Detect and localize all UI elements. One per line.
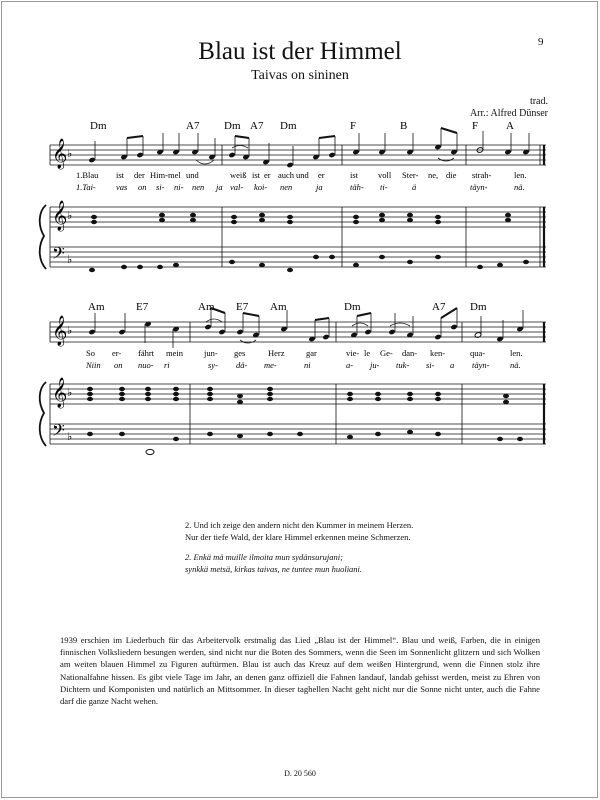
lyric-syllable: ne, bbox=[428, 170, 439, 180]
lyric-syllable: Herz bbox=[268, 348, 285, 358]
chords-row-2 bbox=[88, 301, 487, 313]
lyric-syllable: der bbox=[134, 170, 145, 180]
barlines bbox=[50, 145, 540, 267]
verse-2-de-line-2: Nur der tiefe Wald, der klare Himmel erkennen meine Schmerzen. bbox=[185, 531, 411, 542]
piano-chords bbox=[87, 387, 509, 404]
key-flat-icon: ♭ bbox=[67, 210, 73, 222]
chord-symbol: Dm bbox=[470, 301, 487, 313]
lyric-syllable: weiß bbox=[230, 170, 247, 180]
key-flat-icon: ♭ bbox=[67, 254, 73, 266]
piano-brace bbox=[40, 205, 46, 269]
lyric-syllable: mel bbox=[168, 170, 181, 180]
lyric-syllable: Ster- bbox=[402, 170, 419, 180]
verse-2-fi-line-1: 2. Enkä mä muille ilmoita mun sydänsurujani; bbox=[185, 552, 343, 562]
lyric-syllable: ni- bbox=[174, 182, 184, 192]
chord-symbol: Dm bbox=[280, 120, 297, 132]
lyrics-de-row-1 bbox=[76, 170, 527, 180]
lyric-syllable: si- bbox=[426, 360, 435, 370]
lyric-syllable: ges bbox=[234, 348, 246, 358]
lyric-syllable: tuk- bbox=[396, 360, 410, 370]
treble-clef-icon: 𝄞 bbox=[52, 378, 68, 408]
lyric-syllable: und bbox=[186, 170, 199, 180]
lyric-syllable: vas bbox=[116, 182, 128, 192]
bass-clef-icon: 𝄢 bbox=[52, 243, 65, 267]
lyric-syllable: nen bbox=[280, 182, 293, 192]
lyric-syllable: qua- bbox=[470, 348, 486, 358]
chord-symbol: A bbox=[506, 120, 514, 132]
lyric-syllable: er bbox=[318, 170, 325, 180]
staff-lines bbox=[50, 145, 546, 267]
lyric-syllable: le bbox=[364, 348, 371, 358]
lyric-syllable: me- bbox=[264, 360, 277, 370]
lyric-syllable: nen bbox=[192, 182, 205, 192]
chord-symbol: Am bbox=[198, 301, 215, 313]
treble-clef-icon: 𝄞 bbox=[52, 316, 68, 346]
slurs bbox=[206, 319, 410, 343]
page-subtitle: Taivas on sininen bbox=[251, 68, 349, 83]
lyric-syllable: ist bbox=[116, 170, 125, 180]
credit-arranger: Arr.: Alfred Dünser bbox=[469, 108, 548, 119]
lyric-syllable: jun- bbox=[204, 348, 218, 358]
lyric-syllable: ist bbox=[350, 170, 359, 180]
lyric-syllable: dan- bbox=[402, 348, 418, 358]
chord-symbol: B bbox=[400, 120, 408, 132]
background-notes: 1939 erschien im Liederbuch für das Arbeitervolk erstmalig das Lied „Blau ist der Himmel“. Blau und weiß, Farben, die in einigen finnischen Volksliedern besungen werden, sind nicht nur die Boten des Sommers, wenn die Seen im Sonnenlicht glitzern und sich Wolken am weiten blauen Himmel zu Figuren auftürmen. Blau ist auch das Kreuz auf dem weißen Hintergrund, wenn die Finnen stolz ihre Nationalfahne hissen. Es gibt viele Tage im Jahr, an denen ganz offiziell die Fahnen landauf, landab gehisst werden, meist zu Ehren von Dichtern und Komponisten und natürlich an Mittsommer. In dieser taghellen Nacht geht nicht nur die Sonne nicht unter, auch die Fahne darf die ganze Nacht wehen. bbox=[60, 635, 540, 707]
chord-symbol: E7 bbox=[136, 301, 149, 313]
lyric-syllable: ti- bbox=[380, 182, 388, 192]
melody-notes bbox=[88, 321, 523, 342]
note-stems bbox=[95, 128, 529, 165]
catalog-number: D. 20 560 bbox=[284, 769, 316, 778]
key-flat-icon: ♭ bbox=[67, 148, 73, 160]
lyrics-fi-row-2 bbox=[85, 360, 521, 370]
whole-note bbox=[146, 449, 154, 454]
lyric-syllable: ken- bbox=[430, 348, 446, 358]
lyric-syllable: val- bbox=[230, 182, 244, 192]
lyrics-fi-row-1 bbox=[76, 182, 525, 192]
chord-symbol: Dm bbox=[224, 120, 241, 132]
lyric-syllable: nä. bbox=[514, 182, 525, 192]
verse-2-de-line-1: 2. Und ich zeige den andern nicht den Kummer in meinem Herzen. bbox=[185, 520, 414, 530]
bass-notes bbox=[89, 255, 529, 272]
lyric-syllable: die bbox=[446, 170, 457, 180]
credit-trad: trad. bbox=[529, 96, 548, 107]
chord-symbol: A7 bbox=[432, 301, 446, 313]
chord-symbol: F bbox=[472, 120, 479, 132]
lyric-syllable: ju- bbox=[370, 360, 380, 370]
lyric-syllable: täh- bbox=[350, 182, 364, 192]
lyric-syllable: Him- bbox=[150, 170, 168, 180]
lyric-syllable: a bbox=[450, 360, 455, 370]
chord-symbol: A7 bbox=[250, 120, 264, 132]
treble-clef-icon: 𝄞 bbox=[52, 201, 68, 231]
lyric-syllable: er bbox=[264, 170, 271, 180]
chord-symbol: Dm bbox=[90, 120, 107, 132]
key-flat-icon: ♭ bbox=[67, 431, 73, 443]
lyric-syllable: Niin bbox=[86, 360, 101, 370]
score-system-1 bbox=[40, 128, 546, 272]
lyric-syllable: täyn- bbox=[472, 360, 490, 370]
lyric-syllable: koi- bbox=[254, 182, 268, 192]
lyric-syllable: auch bbox=[278, 170, 295, 180]
lyric-syllable: und bbox=[296, 170, 309, 180]
lyric-syllable: on bbox=[114, 360, 123, 370]
piano-chords bbox=[91, 213, 511, 224]
lyric-syllable: len. bbox=[514, 170, 527, 180]
chord-symbol: Am bbox=[270, 301, 287, 313]
score-system-2 bbox=[40, 308, 546, 455]
chord-symbol: Dm bbox=[344, 301, 361, 313]
lyric-syllable: Ge- bbox=[380, 348, 393, 358]
chord-symbol: F bbox=[350, 120, 357, 132]
lyric-syllable: ni bbox=[304, 360, 311, 370]
piano-brace bbox=[40, 382, 46, 446]
lyric-syllable: fährt bbox=[138, 348, 155, 358]
lyrics-de-row-2 bbox=[86, 348, 523, 358]
lyric-syllable: ä bbox=[412, 182, 417, 192]
lyric-syllable: nä. bbox=[510, 360, 521, 370]
lyric-syllable: si- bbox=[156, 182, 165, 192]
chord-symbol: E7 bbox=[236, 301, 249, 313]
lyric-syllable: voll bbox=[378, 170, 392, 180]
verse-2 bbox=[185, 520, 413, 575]
lyric-syllable: ist bbox=[252, 170, 261, 180]
key-flat-icon: ♭ bbox=[67, 387, 73, 399]
lyric-syllable: vie- bbox=[346, 348, 360, 358]
lyric-syllable: 1.Tai- bbox=[76, 182, 96, 192]
lyric-syllable: dä- bbox=[236, 360, 248, 370]
staff-lines bbox=[50, 322, 546, 444]
lyric-syllable: sy- bbox=[208, 360, 218, 370]
verse-2-fi-line-2: synkkä metsä, kirkas taivas, ne tuntee mun huoliani. bbox=[185, 563, 363, 574]
key-flat-icon: ♭ bbox=[67, 325, 73, 337]
page-number: 9 bbox=[538, 36, 544, 48]
lyric-syllable: on bbox=[138, 182, 147, 192]
lyric-syllable: er- bbox=[112, 348, 122, 358]
lyric-syllable: a- bbox=[346, 360, 354, 370]
lyric-syllable: 1.Blau bbox=[76, 170, 99, 180]
lyric-syllable: So bbox=[86, 348, 95, 358]
treble-clef-icon: 𝄞 bbox=[52, 139, 68, 169]
lyric-syllable: ja bbox=[216, 182, 223, 192]
lyric-syllable: ri bbox=[164, 360, 170, 370]
melody-notes bbox=[88, 144, 529, 168]
bass-notes bbox=[87, 430, 523, 441]
lyric-syllable: nuo- bbox=[138, 360, 154, 370]
lyric-syllable: strah- bbox=[472, 170, 492, 180]
bass-clef-icon: 𝄢 bbox=[52, 420, 65, 444]
lyric-syllable: täyn- bbox=[470, 182, 488, 192]
chord-symbol: Am bbox=[88, 301, 105, 313]
page-title: Blau ist der Himmel bbox=[198, 38, 402, 65]
lyric-syllable: gar bbox=[306, 348, 317, 358]
lyric-syllable: ja bbox=[316, 182, 323, 192]
chord-symbol: A7 bbox=[186, 120, 200, 132]
lyric-syllable: mein bbox=[166, 348, 183, 358]
lyric-syllable: len. bbox=[510, 348, 523, 358]
